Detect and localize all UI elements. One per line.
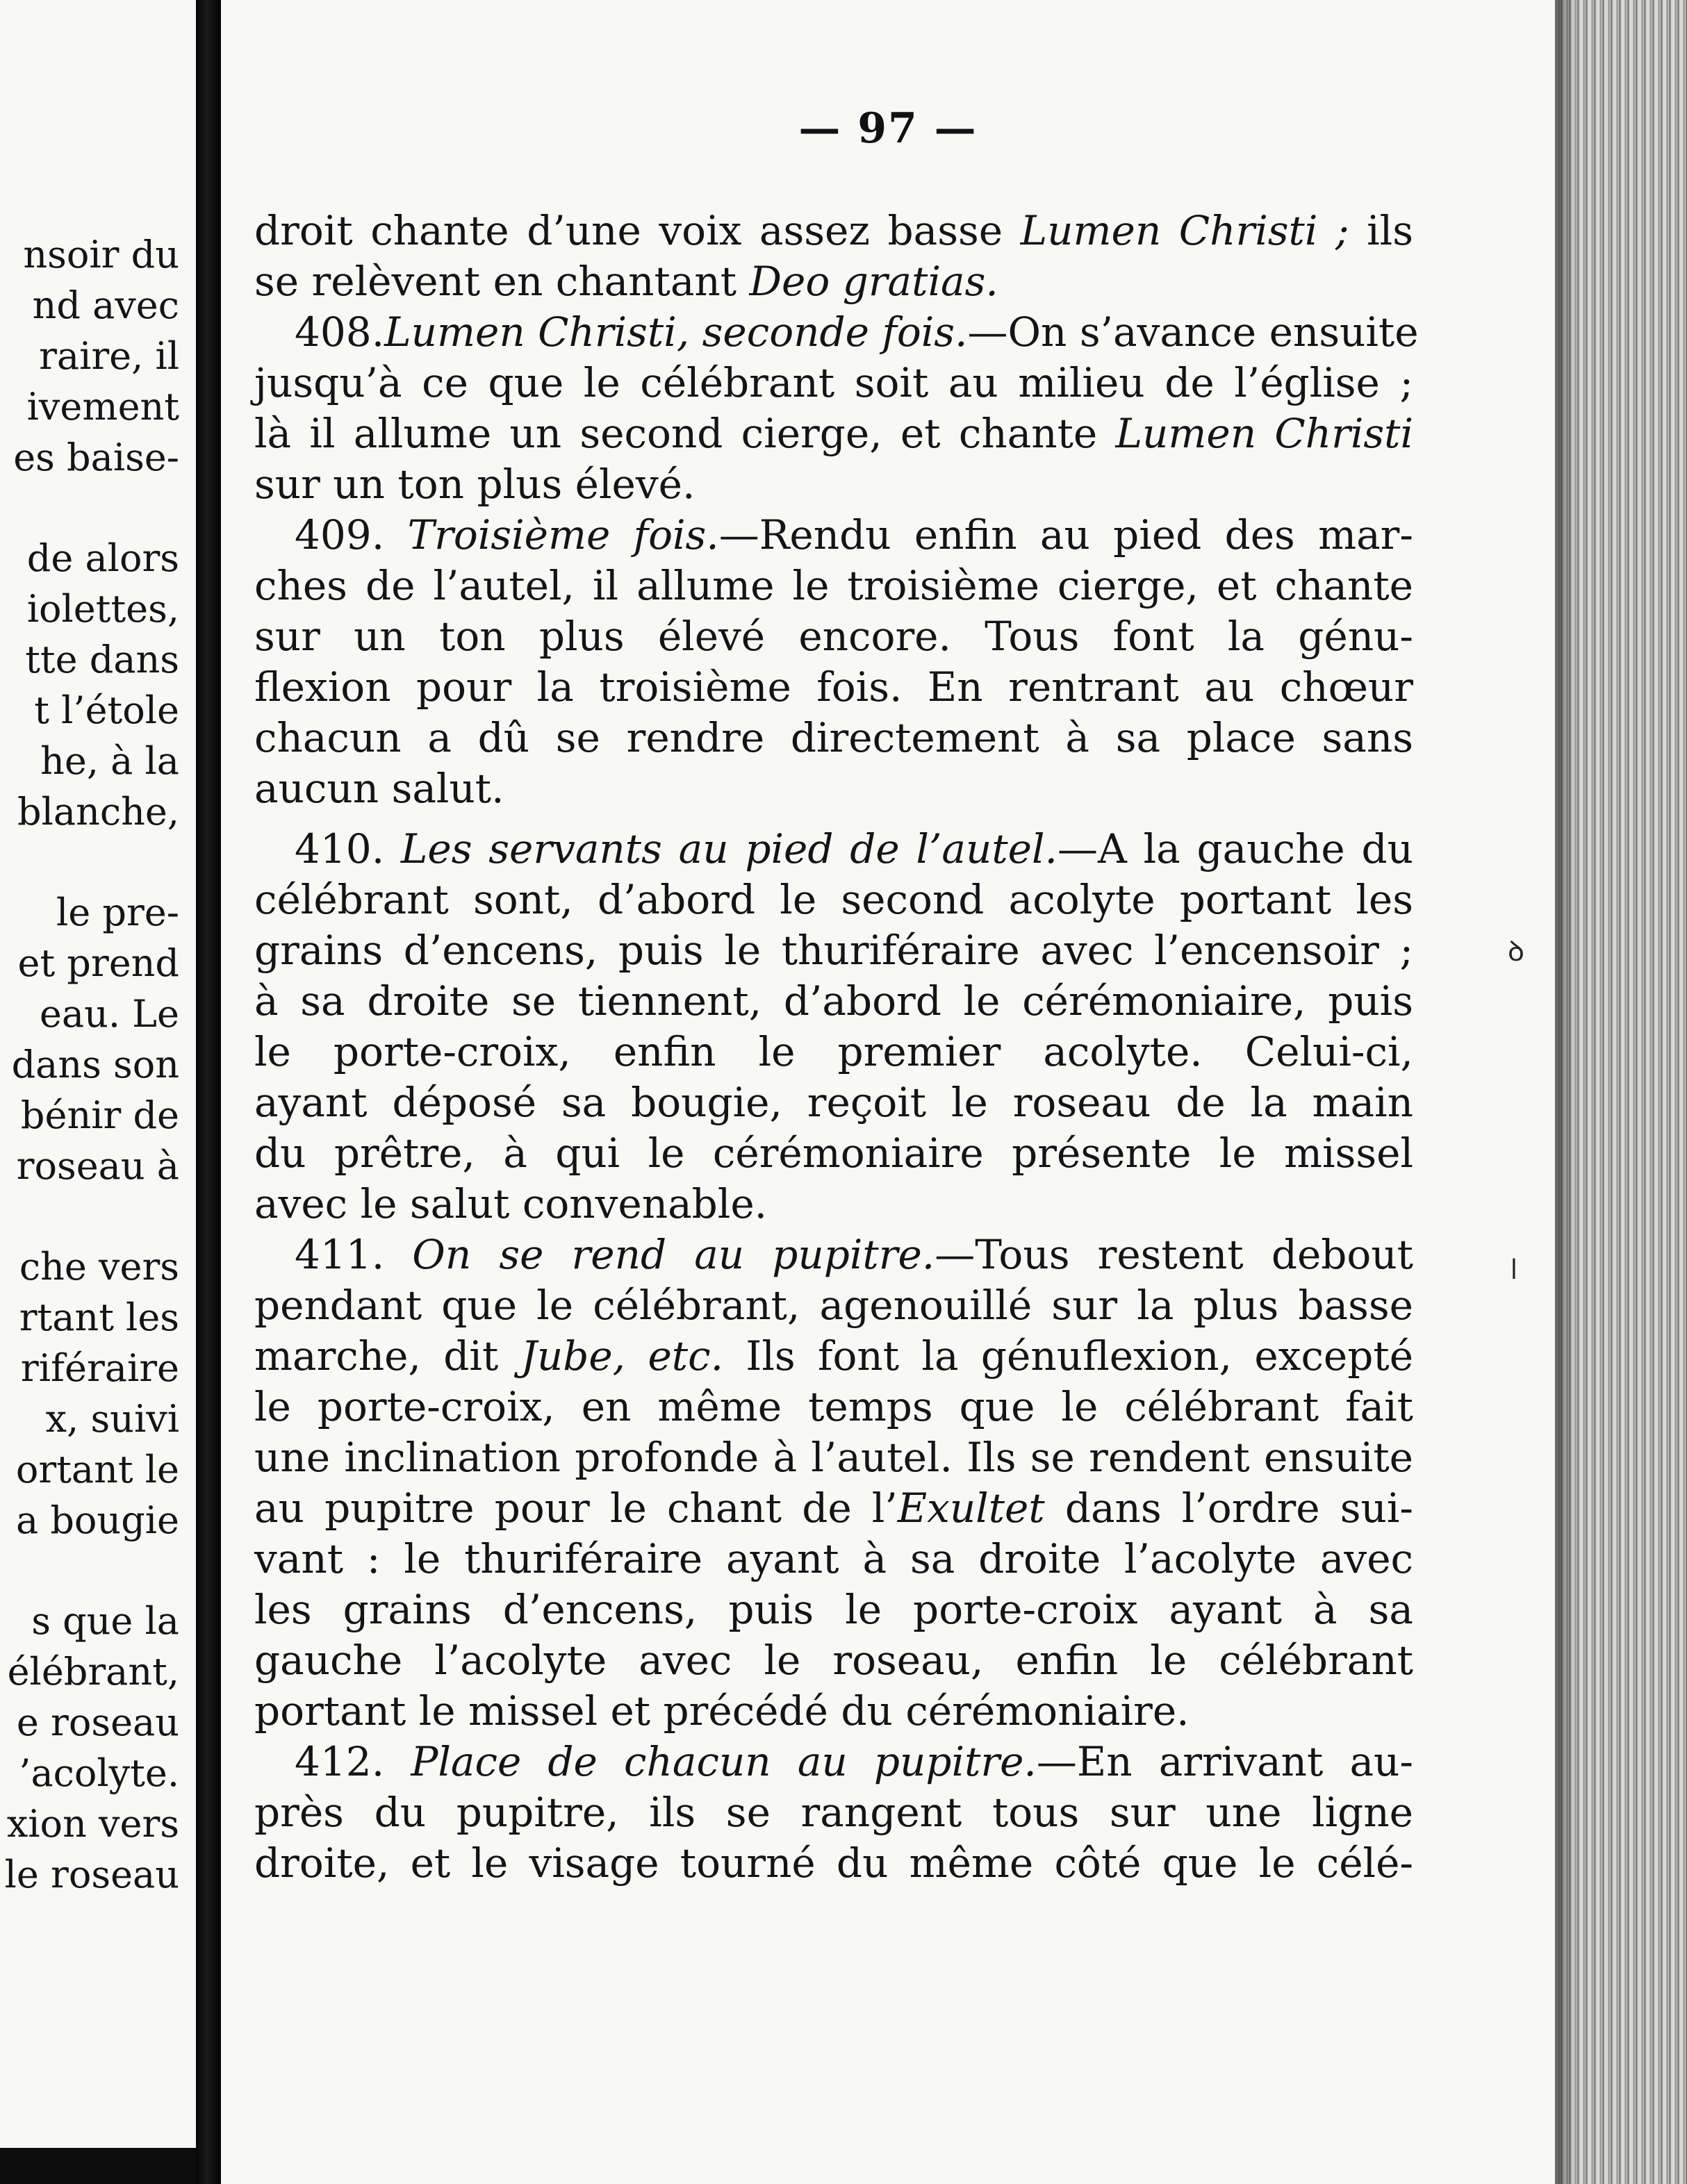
text-line: pendant que le célébrant, agenouillé sur la plus basse [254,1282,1413,1329]
text-line: se relèvent en chantant Deo gratias. [254,258,998,305]
left-line: et prend [17,941,179,985]
paragraph-number: 408. [295,308,385,356]
paragraph-title: Les servants au pied de l’autel. [400,825,1058,872]
paragraph-number: 410. [295,825,385,872]
left-line: de alors [26,536,179,580]
text-line: aucun salut. [254,765,504,812]
paragraph-408-heading: 408.Lumen Christi, seconde fois.—On s’avance ensuite [295,308,1419,356]
left-line: x, suivi [45,1397,179,1441]
paragraph-title: Lumen Christi, seconde fois. [384,308,968,356]
left-line: rtant les [19,1296,179,1339]
left-line: xion vers [6,1802,179,1846]
left-line: tte dans [25,638,179,681]
text-line: les grains d’encens, puis le porte-croix ayant à sa [254,1586,1413,1633]
left-line: ’acolyte. [19,1751,179,1795]
text-line: jusqu’à ce que le célébrant soit au milieu de l’église ; [254,359,1413,406]
paragraph-title: On se rend au pupitre. [412,1231,935,1278]
text-line: sur un ton plus élevé. [254,461,696,508]
left-line: nd avec [32,283,179,327]
text-line: ayant déposé sa bougie, reçoit le roseau de la main [254,1079,1413,1126]
left-line: roseau à [16,1144,179,1188]
margin-speck: ǀ [1510,1254,1518,1286]
text-line: du prêtre, à qui le cérémoniaire présente le missel [254,1130,1413,1177]
left-line: e roseau [16,1701,179,1744]
text-line: le porte-croix, enfin le premier acolyte. Celui-ci, [254,1028,1413,1075]
text-line: ches de l’autel, il allume le troisième cierge, et chante [254,562,1413,609]
text-line: près du pupitre, ils se rangent tous sur une ligne [254,1789,1413,1836]
text-line: chacun a dû se rendre directement à sa place sans [254,714,1413,761]
paragraph-number: 409. [295,511,385,559]
paragraph-number: 412. [295,1738,385,1785]
text-line: le porte-croix, en même temps que le célébrant fait [254,1383,1413,1430]
left-line: eau. Le [39,992,179,1036]
left-line: t l’étole [34,688,179,732]
left-line: blanche, [17,790,179,834]
text-line: à sa droite se tiennent, d’abord le cérémoniaire, puis [254,977,1413,1025]
left-line: iolettes, [26,587,179,631]
page-number: — 97 — [798,104,978,153]
text-line: gauche l’acolyte avec le roseau, enfin le célébrant [254,1637,1413,1684]
text-line: flexion pour la troisième fois. En rentrant au chœur [254,663,1413,711]
left-line: che vers [19,1245,179,1289]
left-line: le pre- [56,891,179,934]
left-line: élébrant, [7,1650,179,1694]
left-line: ortant le [15,1448,179,1491]
left-line: riféraire [20,1346,179,1390]
text-line: portant le missel et précédé du cérémoniaire. [254,1687,1190,1735]
text-line: marche, dit Jube, etc. Ils font la génuflexion, excepté [254,1332,1414,1380]
text-line: sur un ton plus élevé encore. Tous font la génu- [254,613,1413,660]
left-line: raire, il [39,334,179,378]
paragraph-title: Place de chacun au pupitre. [411,1738,1037,1785]
page-edge-shadow [1555,0,1576,2184]
text-line: grains d’encens, puis le thuriféraire avec l’encensoir ; [254,927,1413,974]
text-line: vant : le thuriféraire ayant à sa droite l’acolyte avec [254,1535,1413,1582]
text-line: là il allume un second cierge, et chante Lumen Christi [254,410,1413,457]
text-line: une inclination profonde à l’autel. Ils se rendent ensuite [254,1434,1413,1481]
text-line: droite, et le visage tourné du même côté que le célé- [254,1839,1413,1887]
text-line: droit chante d’une voix assez basse Lumen Christi ; ils [254,207,1413,254]
right-page [221,0,1555,2184]
left-page-fragment [0,0,196,2148]
text-line: avec le salut convenable. [254,1180,768,1227]
left-line: ivement [26,385,179,429]
left-line: he, à la [40,739,179,783]
text-line: au pupitre pour le chant de l’Exultet dans l’ordre sui- [254,1484,1413,1532]
paragraph-410-heading: 410. Les servants au pied de l’autel.—A la gauche du [295,825,1413,872]
left-line: s que la [31,1599,179,1643]
margin-speck: ꝺ [1508,936,1524,968]
book-binding-gutter [196,0,221,2184]
left-line: es baise- [13,436,179,479]
left-line: bénir de [20,1093,179,1137]
text-line: célébrant sont, d’abord le second acolyte portant les [254,876,1413,923]
left-line: a bougie [15,1498,179,1542]
paragraph-title: Troisième fois. [407,511,719,559]
page-body [254,206,1419,1889]
paragraph-412-heading: 412. Place de chacun au pupitre.—En arrivant au- [295,1738,1414,1785]
left-line: dans son [11,1043,179,1086]
paragraph-number: 411. [295,1231,385,1278]
paragraph-411-heading: 411. On se rend au pupitre.—Tous restent debout [295,1231,1413,1278]
bottom-shadow [0,2148,196,2184]
left-line: nsoir du [23,233,179,276]
paragraph-409-heading: 409. Troisième fois.—Rendu enfin au pied des mar- [295,511,1414,559]
left-line: le roseau [4,1853,179,1896]
left-page-text [0,229,179,1900]
